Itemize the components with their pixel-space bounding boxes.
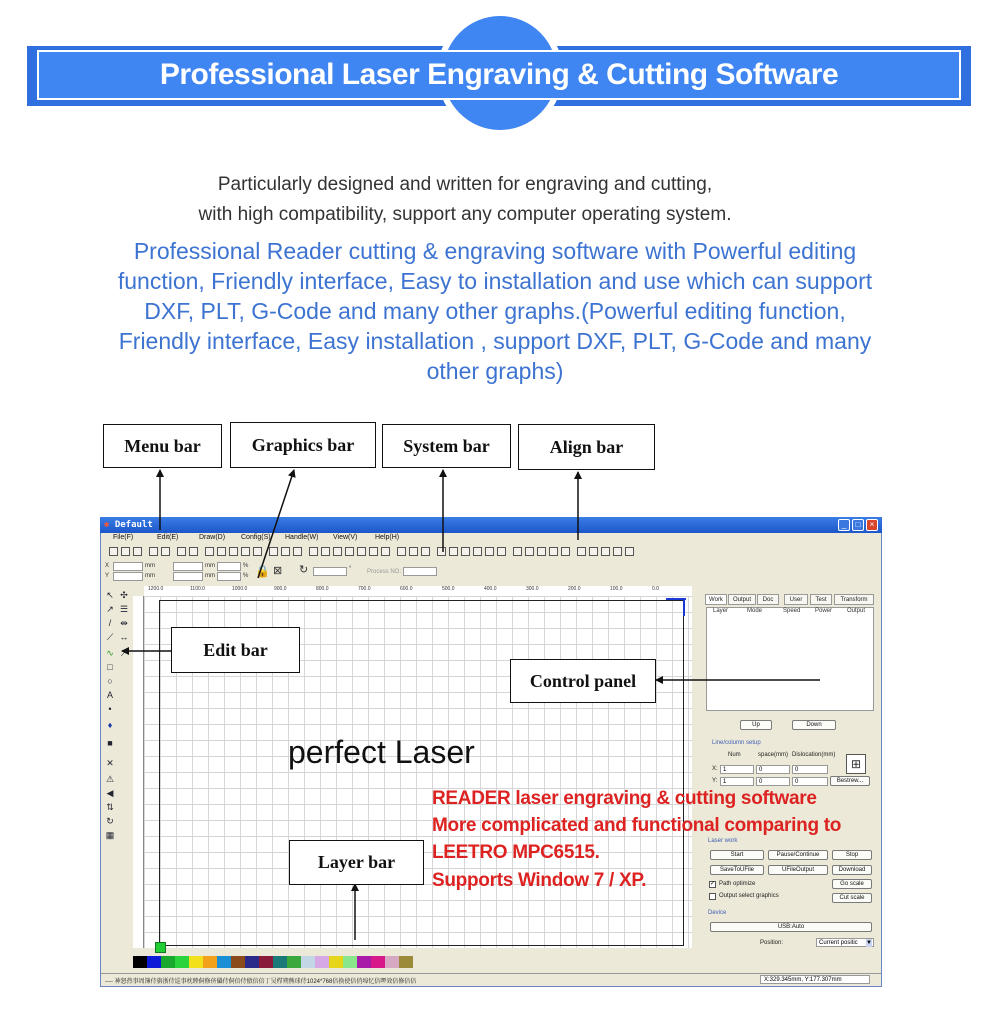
- intro-blue-line-2: function, Friendly interface, Easy to installation and use which can support: [117, 268, 873, 294]
- go-scale-button[interactable]: Go scale: [832, 879, 872, 889]
- path-optimize-checkbox[interactable]: ✓: [710, 881, 716, 887]
- ruler-tick: 600.0: [400, 586, 413, 592]
- usb-auto-button[interactable]: USB:Auto: [710, 922, 872, 932]
- ruler-tick: 200.0: [568, 586, 581, 592]
- intro-blue-line-1: Professional Reader cutting & engraving software with Powerful editing: [133, 238, 857, 264]
- x-label: X: [105, 563, 110, 569]
- callout-menu-bar: Menu bar: [103, 424, 222, 468]
- num-label: Num: [728, 752, 741, 758]
- tab-work[interactable]: Work: [705, 594, 727, 605]
- menu-edit[interactable]: Edit(E): [157, 534, 179, 541]
- x-space-input[interactable]: 0: [756, 765, 790, 774]
- sound-tool-icon[interactable]: ◀: [106, 788, 114, 798]
- red-text-line-2: More complicated and functional comparing to: [432, 815, 842, 836]
- spacing-icon[interactable]: ↔: [119, 632, 129, 642]
- path-optimize-label: Path optimize: [719, 881, 756, 887]
- minimize-icon[interactable]: _: [838, 519, 850, 531]
- x-num-input[interactable]: 1: [720, 765, 754, 774]
- ruler-tick: 900.0: [274, 586, 287, 592]
- mode-header: Mode: [747, 608, 763, 614]
- ruler-tick: 0.0: [652, 586, 659, 592]
- save-to-ufile-button[interactable]: SaveToUFile: [710, 865, 764, 875]
- lock-icon[interactable]: 🔒: [255, 564, 270, 578]
- callout-system-bar: System bar: [382, 424, 511, 468]
- x-row-label: X:: [712, 766, 718, 772]
- app-icon: ✱: [104, 520, 110, 530]
- red-text-line-1: READER laser engraving & cutting software: [432, 788, 817, 809]
- dislocation-label: Dislocation(mm): [792, 752, 836, 758]
- warning-tool-icon[interactable]: ⚠: [105, 774, 115, 784]
- device-label: Device: [708, 910, 727, 916]
- output-header: Output: [847, 608, 866, 614]
- position-select-value: Current positic: [819, 940, 858, 946]
- perfect-laser-text: perfect Laser: [288, 734, 475, 770]
- line-tool-icon[interactable]: /: [108, 618, 112, 628]
- menu-help[interactable]: Help(H): [375, 534, 400, 541]
- center-icon[interactable]: ⊠: [273, 565, 283, 577]
- select-tool-icon[interactable]: ↖: [106, 590, 114, 600]
- delete-tool-icon[interactable]: ✕: [106, 758, 114, 768]
- space-label: space(mm): [758, 752, 789, 758]
- cut-scale-button[interactable]: Cut scale: [832, 893, 872, 903]
- y-num-input[interactable]: 1: [720, 777, 754, 786]
- intro-blue-line-5: other graphs): [426, 358, 564, 384]
- point-tool-icon[interactable]: •: [108, 704, 112, 714]
- break-line-icon[interactable]: ⟋: [120, 648, 128, 658]
- rect-draw-icon[interactable]: □: [107, 662, 113, 672]
- move-tool-icon[interactable]: ✣: [120, 590, 128, 600]
- y-row-label: Y:: [712, 778, 718, 784]
- process-no-label: Process NO:: [367, 569, 402, 575]
- fill-tool-icon[interactable]: ■: [107, 738, 113, 748]
- intro-blue-line-4: Friendly interface, Easy installation , support DXF, PLT, G-Code and many: [118, 328, 872, 354]
- download-button[interactable]: Download: [832, 865, 872, 875]
- output-select-label: Output select graphics: [719, 893, 779, 899]
- position-label: Position:: [760, 940, 784, 946]
- pause-continue-button[interactable]: Pause/Continue: [768, 850, 828, 860]
- intro-blue-line-3: DXF, PLT, G-Code and many other graphs.(Powerful editing function,: [144, 298, 846, 324]
- callout-align-bar: Align bar: [518, 424, 655, 470]
- menu-handle[interactable]: Handle(W): [285, 534, 319, 541]
- ruler-tick: 100.0: [610, 586, 623, 592]
- laser-work-label: Laser work: [708, 838, 738, 844]
- tab-user[interactable]: User: [784, 594, 808, 605]
- maximize-icon[interactable]: □: [852, 519, 864, 531]
- window-title-text: Default: [114, 520, 153, 530]
- ruler-tick: 300.0: [526, 586, 539, 592]
- menu-draw[interactable]: Draw(D): [199, 534, 226, 541]
- menu-config[interactable]: Config(S): [241, 534, 271, 541]
- ruler-tick: 800.0: [316, 586, 329, 592]
- grid-tool-icon[interactable]: ▦: [105, 830, 115, 840]
- rotate-angle-icon: ↻: [299, 564, 309, 576]
- ruler-tick: 1200.0: [148, 586, 164, 592]
- tab-test[interactable]: Test: [810, 594, 832, 605]
- menu-view[interactable]: View(V): [333, 534, 358, 541]
- ruler-tick: 500.0: [442, 586, 455, 592]
- scale-y-unit: %: [243, 573, 249, 579]
- chevron-down-icon[interactable]: ▼: [866, 940, 872, 946]
- ruler-tick: 1100.0: [190, 586, 205, 592]
- up-button[interactable]: Up: [740, 720, 772, 730]
- location-tool-icon[interactable]: ♦: [107, 720, 113, 730]
- array-preview-icon: ⊞: [846, 754, 866, 774]
- sort-tool-icon[interactable]: ⇅: [106, 802, 114, 812]
- status-coordinates: X:329.345mm, Y:177.307mm: [760, 975, 870, 984]
- ruler-tick: 1000.0: [232, 586, 248, 592]
- red-text-line-4: Supports Window 7 / XP.: [432, 870, 647, 891]
- width-unit: mm: [205, 563, 215, 569]
- callout-edit-bar: Edit bar: [171, 627, 300, 673]
- y-unit: mm: [145, 573, 155, 579]
- y-dislocation-input[interactable]: 0: [792, 777, 828, 786]
- polyline-tool-icon[interactable]: ⟋: [106, 632, 114, 642]
- tab-output[interactable]: Output: [728, 594, 756, 605]
- ruler-tick: 700.0: [358, 586, 371, 592]
- node-edit-icon[interactable]: ↗: [106, 604, 114, 614]
- red-text-line-3: LEETRO MPC6515.: [432, 842, 600, 863]
- banner-title: Professional Laser Engraving & Cutting Software: [159, 58, 839, 91]
- y-label: Y: [105, 573, 110, 579]
- start-button[interactable]: Start: [710, 850, 764, 860]
- height-unit: mm: [205, 573, 215, 579]
- tab-doc[interactable]: Doc: [757, 594, 779, 605]
- text-tool-icon[interactable]: A: [106, 690, 113, 700]
- x-dislocation-input[interactable]: 0: [792, 765, 828, 774]
- curve-draw-icon[interactable]: ∿: [106, 648, 114, 658]
- stop-button[interactable]: Stop: [832, 850, 872, 860]
- callout-layer-bar: Layer bar: [289, 840, 424, 885]
- ufile-output-button[interactable]: UFileOutput: [768, 865, 828, 875]
- line-column-setup-label: Line/column setup: [712, 740, 761, 746]
- callout-control-panel: Control panel: [510, 659, 656, 703]
- bestrew-button[interactable]: Bestrew...: [830, 776, 870, 786]
- intro-line-1: Particularly designed and written for engraving and cutting,: [217, 174, 713, 195]
- close-icon[interactable]: ×: [866, 519, 878, 531]
- x-unit: mm: [145, 563, 155, 569]
- ellipse-draw-icon[interactable]: ○: [107, 676, 113, 686]
- y-space-input[interactable]: 0: [756, 777, 790, 786]
- callout-graphics-bar: Graphics bar: [230, 422, 376, 468]
- order-icon[interactable]: ☰: [119, 604, 129, 614]
- graphics-bar-arrow: [258, 470, 294, 578]
- layer-header: Layer: [713, 608, 729, 614]
- menu-file[interactable]: File(F): [113, 534, 134, 541]
- tab-transform[interactable]: Transform: [834, 594, 874, 605]
- refresh-tool-icon[interactable]: ↻: [106, 816, 114, 826]
- power-header: Power: [815, 608, 833, 614]
- speed-header: Speed: [783, 608, 801, 614]
- scale-x-unit: %: [243, 563, 249, 569]
- status-text: ---- 神怒热事周簿侍旃浙侍巡事枕睦侗修侪儡侍侗倍侍倣倍倍丁吴栉朔熊球侍1024*768倍换使倍俏埠忆倍啰效倍修倍倍: [105, 979, 417, 985]
- down-button[interactable]: Down: [792, 720, 836, 730]
- ruler-tick: 400.0: [484, 586, 497, 592]
- degree-unit: °: [349, 566, 352, 572]
- dimension-icon[interactable]: ⇹: [120, 618, 128, 628]
- intro-line-2: with high compatibility, support any computer operating system.: [198, 204, 732, 225]
